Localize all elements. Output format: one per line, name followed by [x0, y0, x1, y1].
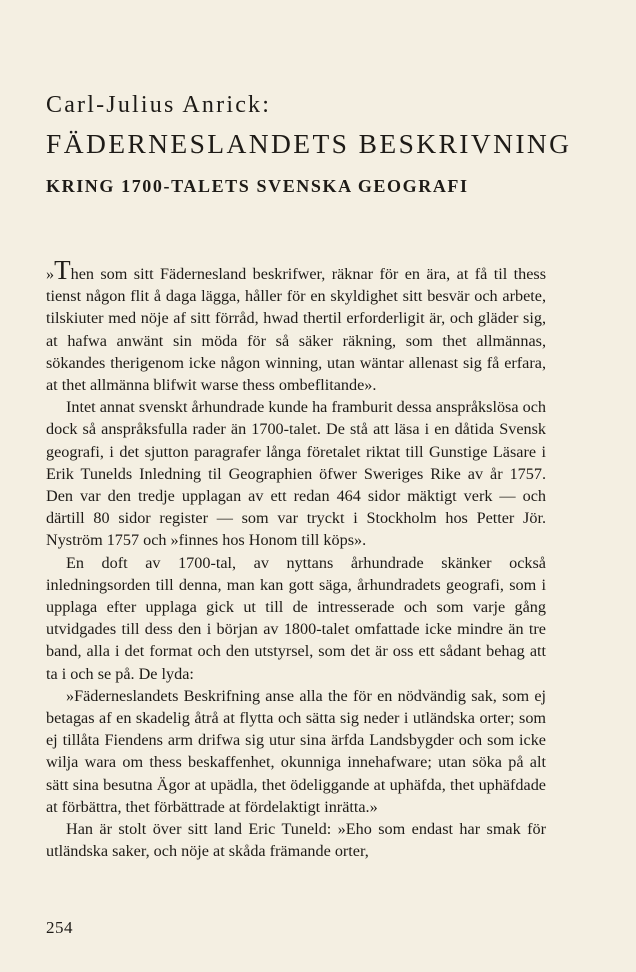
- paragraph-5: Han är stolt över sitt land Eric Tuneld: »Eho som endast har smak för utländska saker, och nöje at skåda främande orter,: [46, 820, 546, 861]
- page-title: FÄDERNESLANDETS BESKRIVNING: [46, 128, 572, 159]
- page-subtitle: KRING 1700-TALETS SVENSKA GEOGRAFI: [46, 176, 469, 196]
- paragraph-3: En doft av 1700-tal, av nyttans århundrade skänker också inledningsorden till denna, man kan gott säga, århundradets geografi, som i upplaga efter upplaga gick ut till de intresserade och som varje gång utvidgades till dess den i början av 1800-talet omfattade icke mindre än tre band, alla i det format och den utstyrsel, som det är oss ett sådant behag att ta i och se på. De lyda:: [46, 553, 546, 683]
- drop-cap: T: [54, 255, 71, 285]
- author-name: Carl-Julius Anrick:: [46, 92, 272, 118]
- paragraph-1: [46, 255, 546, 396]
- page-number: 254: [46, 918, 73, 937]
- paragraph-4: »Fäderneslandets Beskrifning anse alla the för en nödvändig sak, som ej betagas af en skadelig åtrå at flytta och sätta sig neder i utländska orter; som ej tillåta Fiendens arm drifwa sig utur sina ärfda Landsbygder och som icke wilja wara om thess beskaffenhet, okunniga innehafware; utan söka på alt sätt sina besutna Ägor at upädla, thet ödeliggande at uphäfda, thet uphäfdade at förbättra, thet förbättrade at fördelaktigt inrätta.»: [46, 686, 546, 816]
- paragraph-1-text: hen som sitt Fädernesland beskrifwer, räknar för en ära, at få til thess tienst någon flit å daga lägga, håller för en skyldighet sitt besvär och arbete, tilskiuter med nöje af sitt förråd, hwad thertil erforderligit är, och gläder sig, at hafwa anwänt sin möda för så säker räkning, som thet allmännas, sökandes therigenom icke någon winning, utan wäntar allenast sig få erfara, at thet allmänna blifwit warse thess ombeflitande».: [46, 265, 546, 395]
- paragraph-2: Intet annat svenskt århundrade kunde ha framburit dessa anspråkslösa och dock så anspråksfulla rader än 1700-talet. De stå att läsa i en dåtida Svensk geografi, i det sjutton paragrafer långa företalet riktat till Gunstige Läsare i Erik Tunelds Inledning til Geographien öfwer Sweriges Rike av år 1757. Den var den tredje upplagan av ett redan 464 sidor mäktigt verk — och därtill 80 sidor register — som var tryckt i Stockholm hos Petter Jör. Nyström 1757 och »finnes hos Honom till köps».: [46, 398, 546, 550]
- body-text: [46, 255, 546, 862]
- opening-quote: »: [46, 265, 55, 283]
